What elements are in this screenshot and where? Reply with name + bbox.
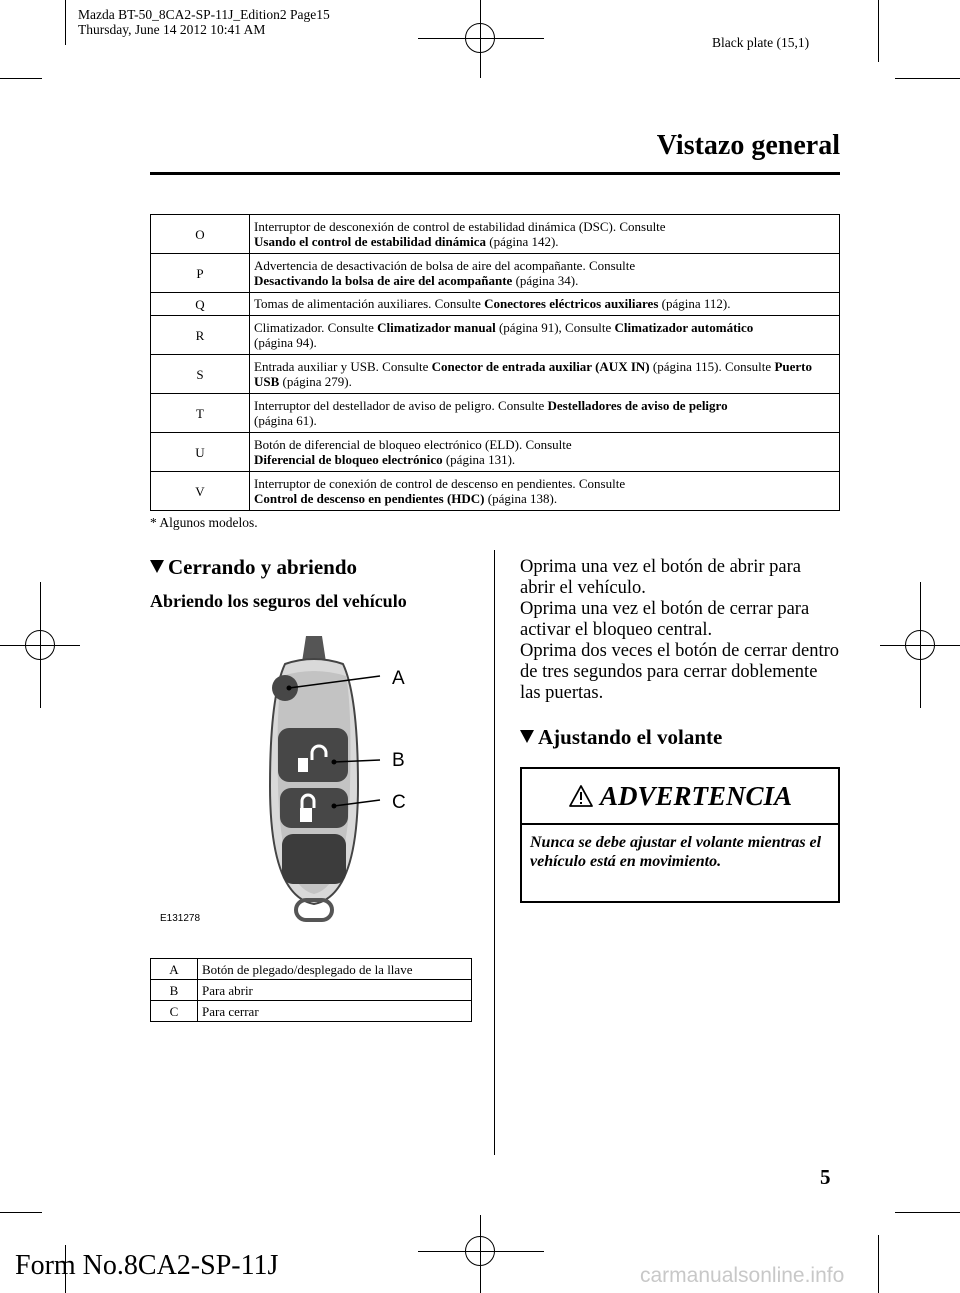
table-row bbox=[151, 254, 840, 293]
part-description: Interruptor del destellador de aviso de peligro. Consulte Destelladores de aviso de peligro (página 61). bbox=[250, 394, 840, 433]
cross-reference: Diferencial de bloqueo electrónico bbox=[254, 451, 443, 467]
heading-locking: Cerrando y abriendo bbox=[150, 555, 357, 580]
footnote: * Algunos modelos. bbox=[150, 515, 258, 530]
form-number: Form No.8CA2-SP-11J bbox=[15, 1250, 279, 1281]
cross-reference: Climatizador manual bbox=[377, 319, 496, 335]
table-row bbox=[151, 394, 840, 433]
part-letter: U bbox=[151, 433, 250, 472]
print-file-line: Mazda BT-50_8CA2-SP-11J_Edition2 Page15 bbox=[78, 7, 330, 22]
legend-letter: B bbox=[151, 980, 198, 1001]
warning-header bbox=[522, 769, 838, 825]
part-description: Advertencia de desactivación de bolsa de aire del acompañante. Consulte Desactivando la bolsa de aire del acompañante (página 34). bbox=[250, 254, 840, 293]
part-letter: O bbox=[151, 215, 250, 254]
figure-code: E131278 bbox=[160, 913, 201, 924]
paragraph: Oprima dos veces el botón de cerrar dentro de tres segundos para cerrar doblemente las puertas. bbox=[520, 641, 839, 703]
cross-reference: Conectores eléctricos auxiliares bbox=[484, 296, 659, 311]
warning-triangle-icon bbox=[568, 784, 594, 808]
column-divider bbox=[494, 550, 495, 1155]
part-description: Climatizador. Consulte Climatizador manual (página 91), Consulte Climatizador automático (página 94). bbox=[250, 316, 840, 355]
crop-mark bbox=[65, 0, 66, 45]
heading-steering: Ajustando el volante bbox=[520, 725, 722, 750]
callout-label: B bbox=[392, 750, 405, 771]
print-date-line: Thursday, June 14 2012 10:41 AM bbox=[78, 22, 266, 37]
key-legend-table bbox=[150, 958, 472, 1022]
warning-text: Nunca se debe ajustar el volante mientras el vehículo está en movimiento. bbox=[530, 834, 822, 870]
crop-mark bbox=[895, 78, 960, 79]
warning-title: ADVERTENCIA bbox=[599, 780, 793, 811]
part-letter: P bbox=[151, 254, 250, 293]
part-letter: S bbox=[151, 355, 250, 394]
table-row bbox=[151, 1001, 472, 1022]
table-row bbox=[151, 980, 472, 1001]
cross-reference: Desactivando la bolsa de aire del acompañante bbox=[254, 272, 513, 288]
legend-text: Para abrir bbox=[198, 980, 472, 1001]
paragraph: Oprima una vez el botón de abrir para abrir el vehículo. bbox=[520, 557, 801, 598]
registration-mark-right bbox=[905, 630, 935, 660]
legend-letter: A bbox=[151, 959, 198, 980]
part-letter: V bbox=[151, 472, 250, 511]
triangle-bullet-icon bbox=[520, 730, 534, 743]
part-description: Interruptor de desconexión de control de estabilidad dinámica (DSC). Consulte Usando el control de estabilidad dinámica (página 142). bbox=[250, 215, 840, 254]
section-title: Vistazo general bbox=[656, 130, 840, 161]
legend-letter: C bbox=[151, 1001, 198, 1022]
callout-label: A bbox=[392, 668, 405, 689]
cross-reference: Control de descenso en pendientes (HDC) bbox=[254, 490, 485, 506]
triangle-bullet-icon bbox=[150, 560, 164, 573]
table-row bbox=[151, 355, 840, 394]
registration-mark-top bbox=[465, 23, 495, 53]
part-description: Botón de diferencial de bloqueo electrónico (ELD). Consulte Diferencial de bloqueo electrónico (página 131). bbox=[250, 433, 840, 472]
cross-reference: Climatizador automático bbox=[614, 319, 754, 335]
part-description: Entrada auxiliar y USB. Consulte Conector de entrada auxiliar (AUX IN) (página 115). Consulte Puerto USB (página 279). bbox=[250, 355, 840, 394]
watermark: carmanualsonline.info bbox=[640, 1264, 845, 1287]
warning-box bbox=[520, 767, 840, 903]
table-row bbox=[151, 215, 840, 254]
legend-text: Para cerrar bbox=[198, 1001, 472, 1022]
part-letter: T bbox=[151, 394, 250, 433]
table-row bbox=[151, 433, 840, 472]
part-letter: R bbox=[151, 316, 250, 355]
table-row bbox=[151, 293, 840, 316]
part-description: Interruptor de conexión de control de descenso en pendientes. Consulte Control de descenso en pendientes (HDC) (página 138). bbox=[250, 472, 840, 511]
part-description: Tomas de alimentación auxiliares. Consulte Conectores eléctricos auxiliares (página 112). bbox=[250, 293, 840, 316]
print-header bbox=[78, 7, 330, 37]
subheading-unlocking: Abriendo los seguros del vehículo bbox=[150, 591, 407, 611]
callout-label: C bbox=[392, 792, 406, 813]
crop-mark bbox=[0, 1212, 42, 1213]
instructions-text bbox=[520, 557, 840, 704]
legend-text: Botón de plegado/desplegado de la llave bbox=[198, 959, 472, 980]
crop-mark bbox=[878, 0, 879, 62]
cross-reference: Destelladores de aviso de peligro bbox=[547, 397, 728, 413]
cross-reference: Puerto USB bbox=[254, 358, 812, 389]
title-rule bbox=[150, 172, 840, 175]
cross-reference: Conector de entrada auxiliar (AUX IN) bbox=[431, 358, 650, 374]
parts-table bbox=[150, 214, 840, 511]
key-fob-illustration bbox=[230, 636, 452, 930]
cross-reference: Usando el control de estabilidad dinámica bbox=[254, 233, 486, 249]
crop-mark bbox=[895, 1212, 960, 1213]
crop-mark bbox=[0, 78, 42, 79]
part-letter: Q bbox=[151, 293, 250, 316]
table-row bbox=[151, 472, 840, 511]
crop-mark bbox=[878, 1235, 879, 1293]
table-row bbox=[151, 959, 472, 980]
plate-label: Black plate (15,1) bbox=[712, 35, 810, 50]
page-number: 5 bbox=[820, 1165, 831, 1189]
registration-mark-bottom bbox=[465, 1236, 495, 1266]
registration-mark-left bbox=[25, 630, 55, 660]
paragraph: Oprima una vez el botón de cerrar para activar el bloqueo central. bbox=[520, 599, 810, 640]
table-row bbox=[151, 316, 840, 355]
